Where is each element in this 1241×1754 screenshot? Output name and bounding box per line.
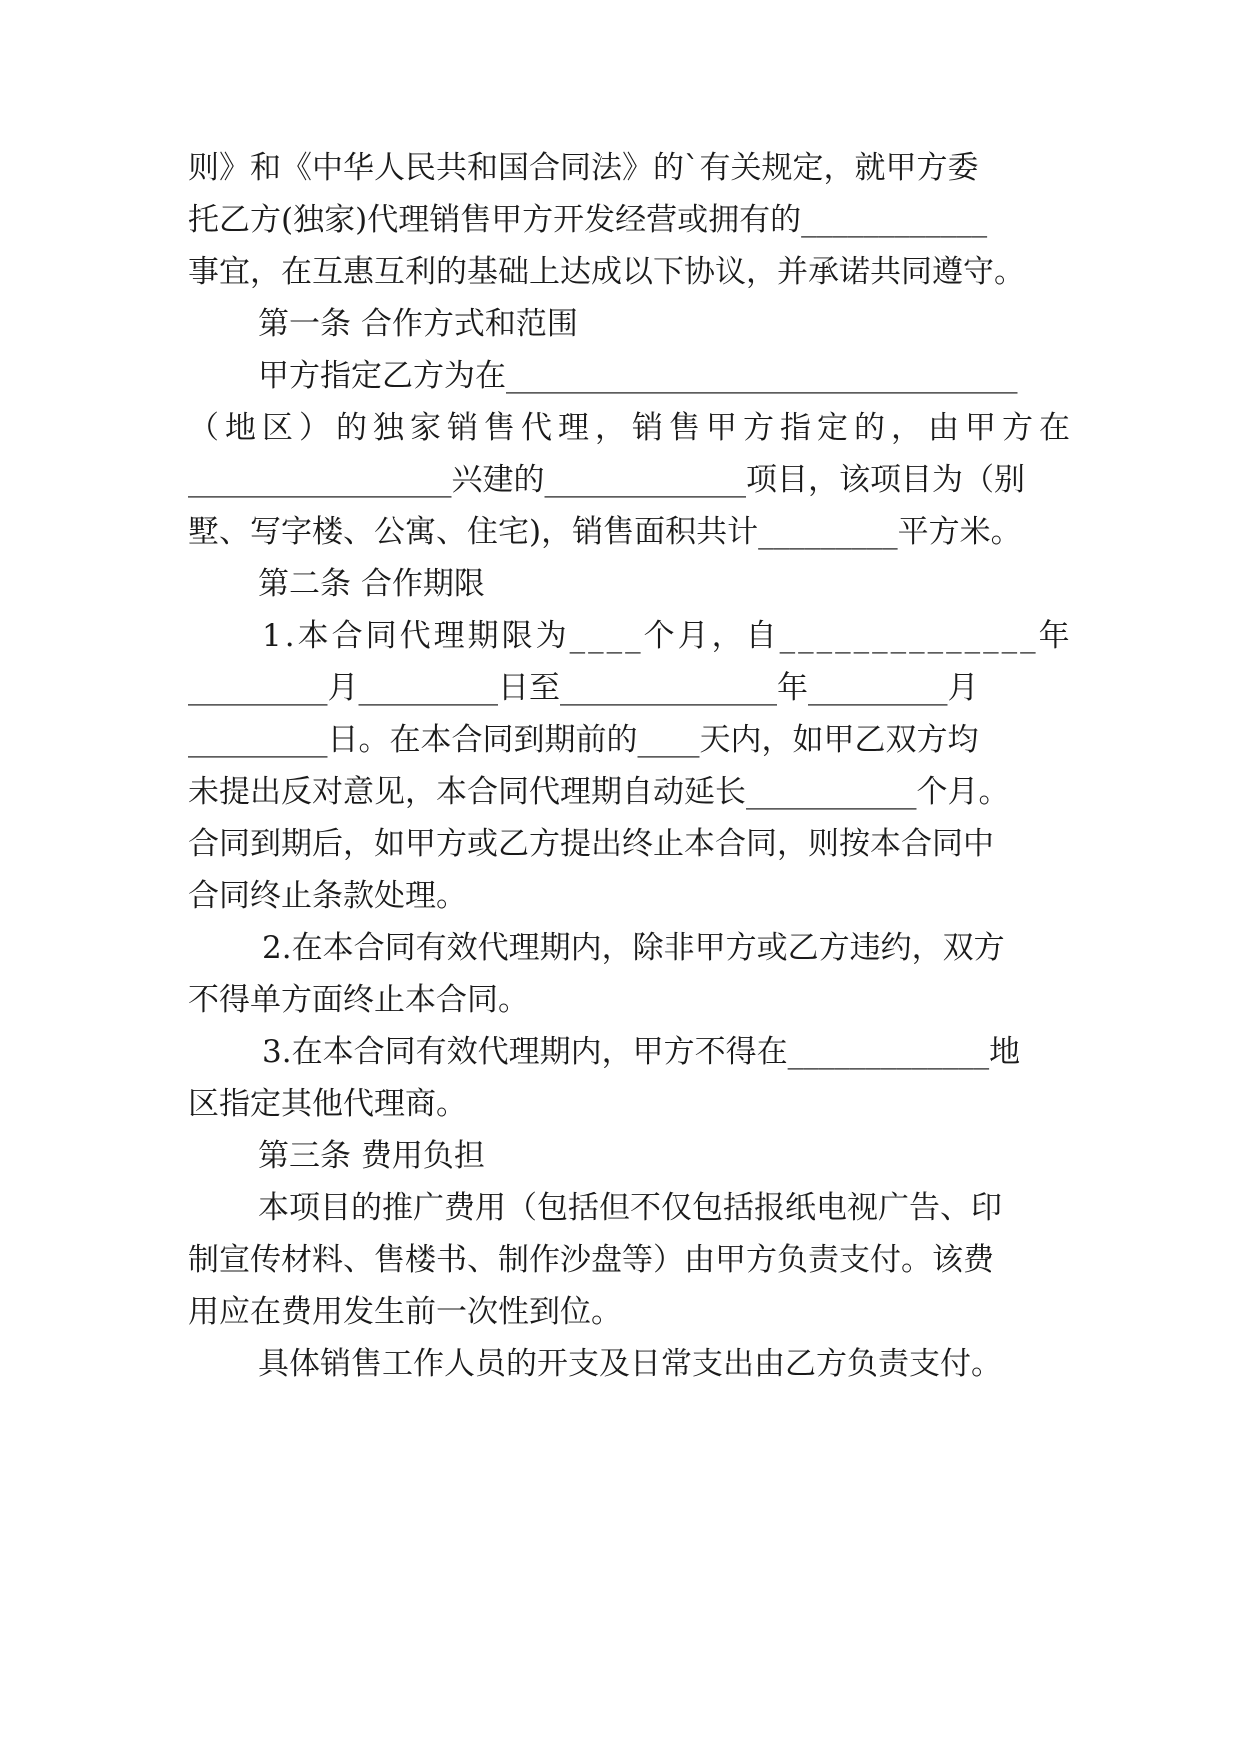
paragraph-line-8: 墅、写字楼、公寓、住宅)，销售面积共计_________平方米。	[188, 514, 1022, 550]
article-3-heading: 第三条 费用负担	[258, 1138, 485, 1174]
paragraph-line-24: 具体销售工作人员的开支及日常支出由乙方负责支付。	[258, 1346, 1002, 1382]
clause-1-line-4: 未提出反对意见，本合同代理期自动延长___________个月。	[188, 774, 1010, 810]
clause-3-line-2: 区指定其他代理商。	[188, 1086, 467, 1122]
clause-3-line-1: 3.在本合同有效代理期内，甲方不得在_____________地	[262, 1034, 1021, 1070]
clause-2-line-1: 2.在本合同有效代理期内，除非甲方或乙方违约，双方	[262, 930, 1005, 966]
clause-1-line-1: 1.本合同代理期限为____个月，自______________年	[262, 618, 1073, 654]
paragraph-line-7: _________________兴建的_____________项目，该项目为（别	[188, 462, 1025, 498]
paragraph-line-21: 本项目的推广费用（包括但不仅包括报纸电视广告、印	[258, 1190, 1002, 1226]
article-2-heading: 第二条 合作期限	[258, 566, 485, 602]
clause-1-line-6: 合同终止条款处理。	[188, 878, 467, 914]
clause-2-line-2: 不得单方面终止本合同。	[188, 982, 529, 1018]
paragraph-line-6: （地区）的独家销售代理，销售甲方指定的，由甲方在	[188, 410, 1076, 446]
article-1-heading: 第一条 合作方式和范围	[258, 306, 578, 342]
paragraph-line-2: 托乙方(独家)代理销售甲方开发经营或拥有的____________	[188, 202, 988, 238]
clause-1-line-3: _________日。在本合同到期前的____天内，如甲乙双方均	[188, 722, 979, 758]
paragraph-line-1: 则》和《中华人民共和国合同法》的`有关规定，就甲方委	[188, 150, 979, 186]
paragraph-line-3: 事宜，在互惠互利的基础上达成以下协议，并承诺共同遵守。	[188, 254, 1025, 290]
paragraph-line-5: 甲方指定乙方为在_________________________________	[258, 358, 1018, 394]
clause-1-line-2: _________月_________日至______________年_________月	[188, 670, 979, 706]
paragraph-line-23: 用应在费用发生前一次性到位。	[188, 1294, 622, 1330]
clause-1-line-5: 合同到期后，如甲方或乙方提出终止本合同，则按本合同中	[188, 826, 994, 862]
paragraph-line-22: 制宣传材料、售楼书、制作沙盘等）由甲方负责支付。该费	[188, 1242, 994, 1278]
